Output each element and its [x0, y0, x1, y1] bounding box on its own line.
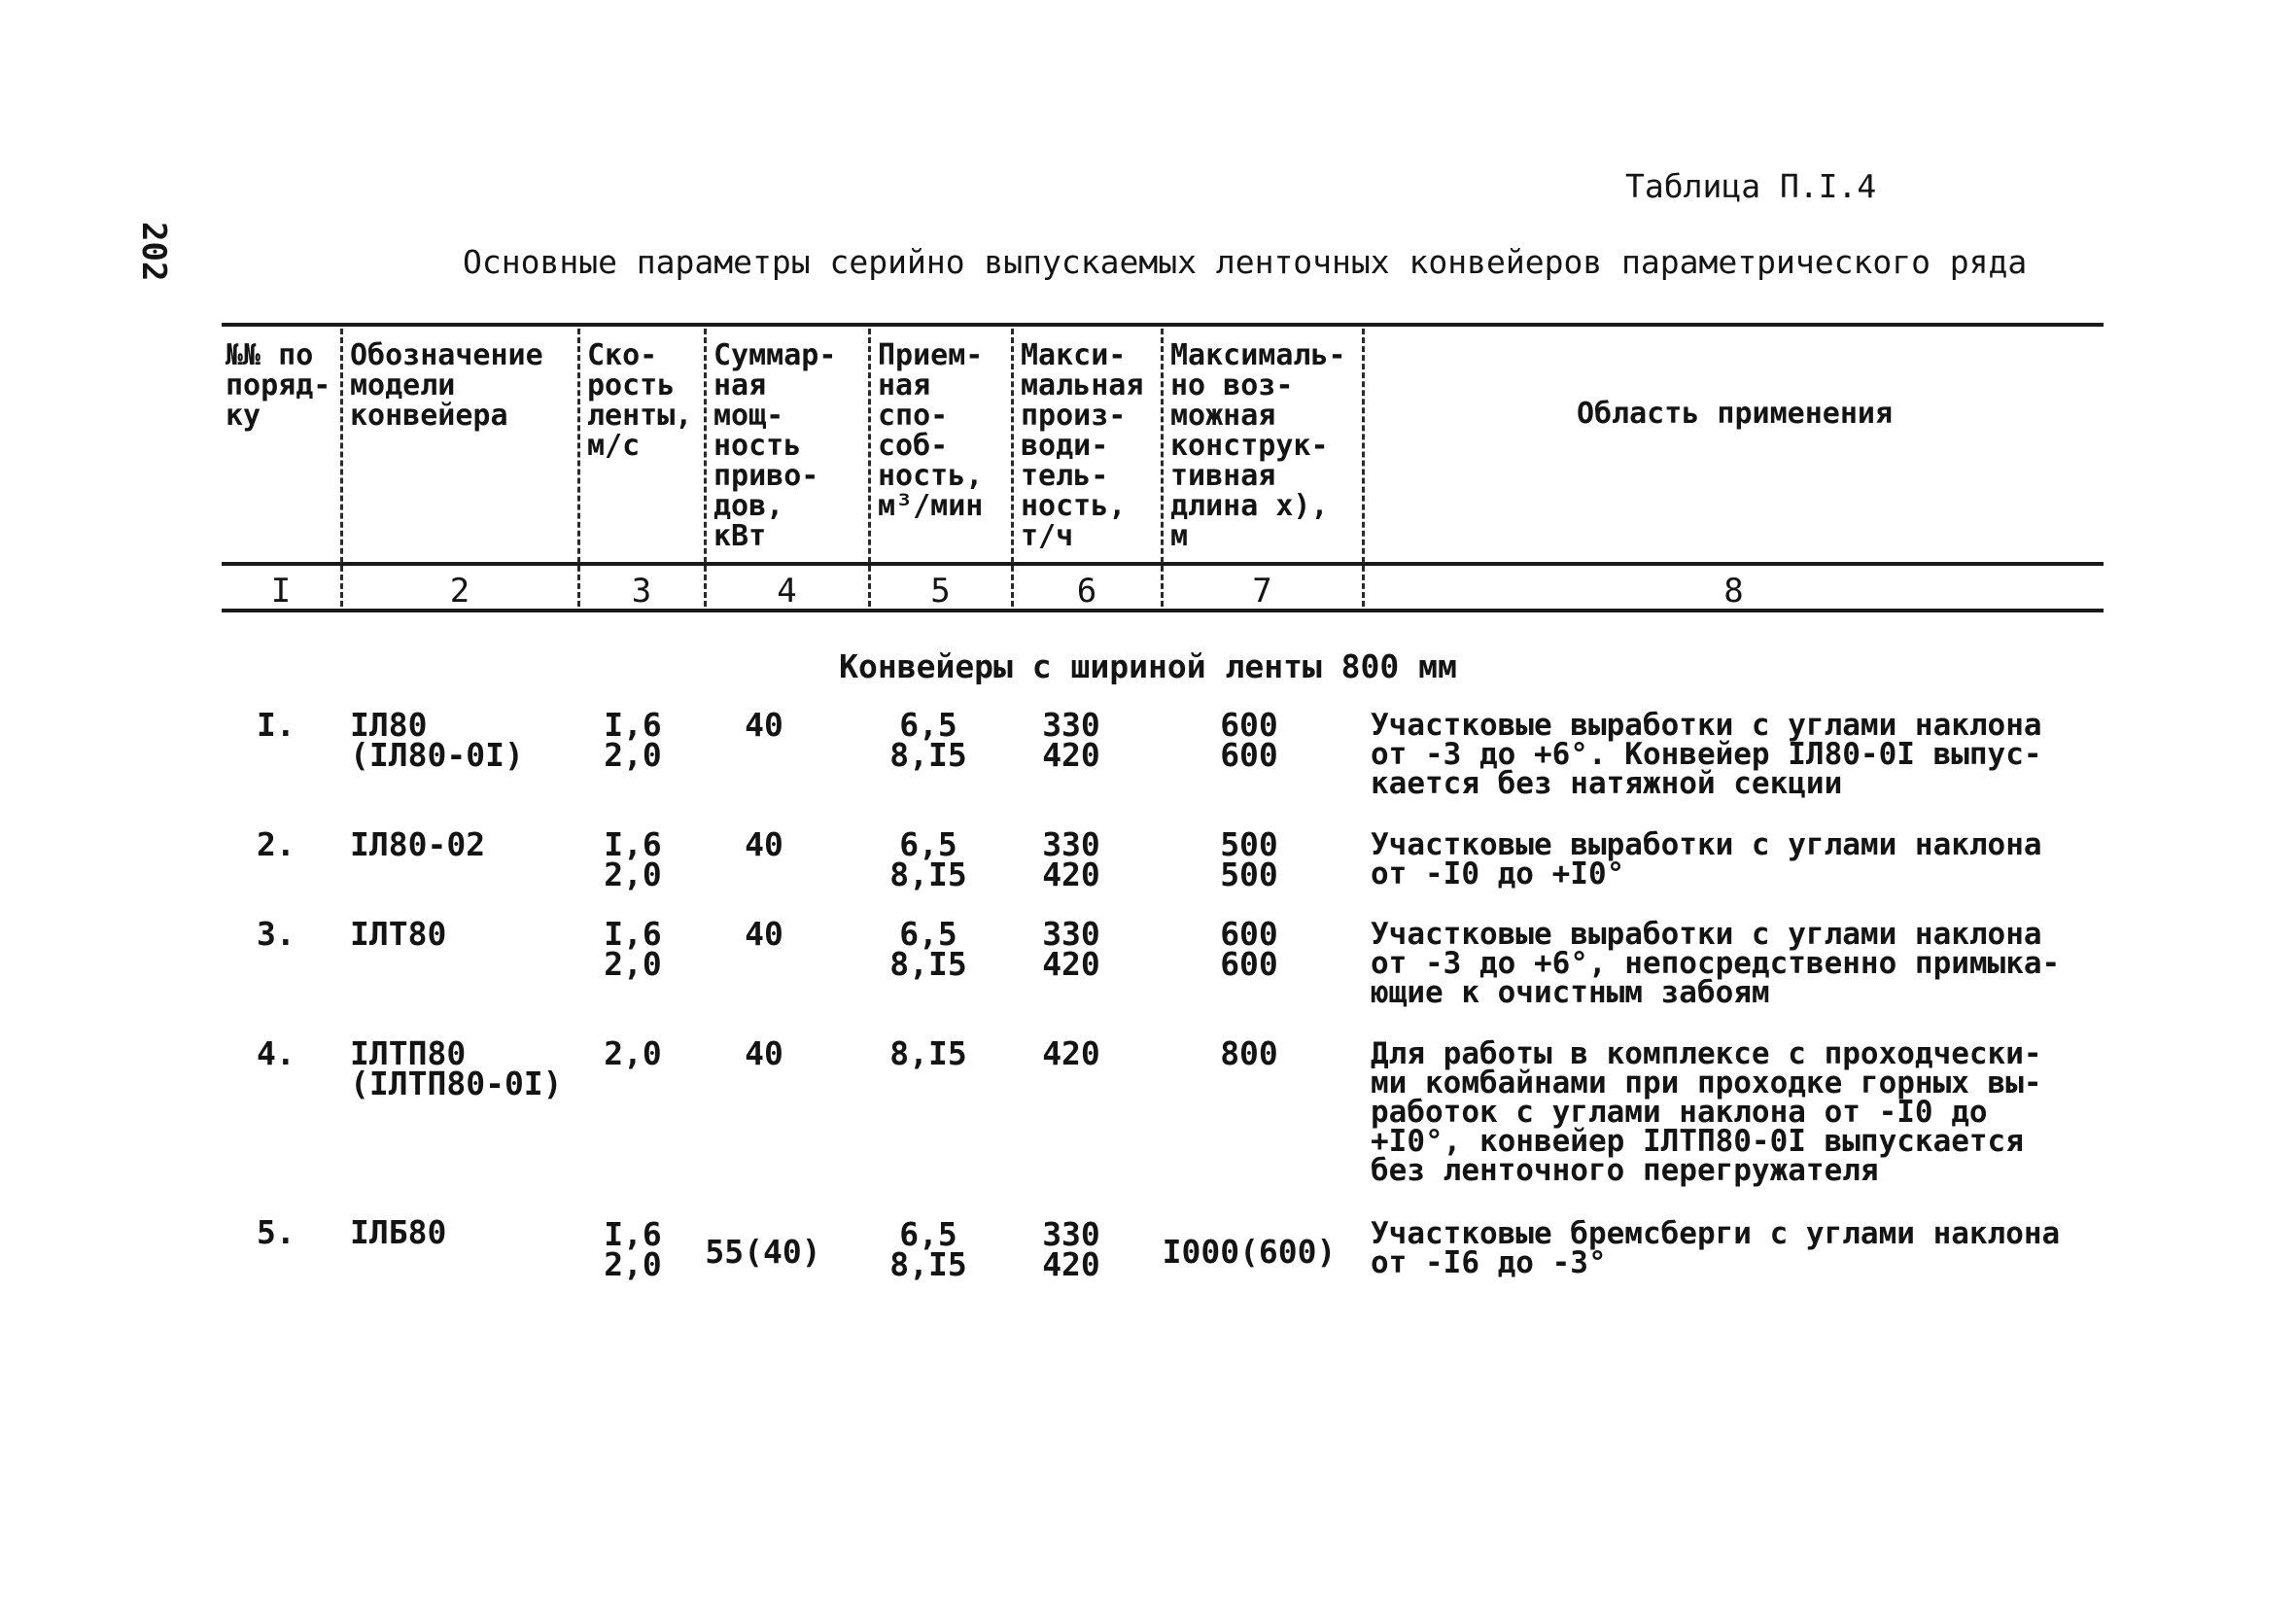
length-cell: 500 500: [1220, 825, 1278, 893]
column-separator: [1161, 329, 1164, 607]
header-cell-order-number: №№ по поряд- ку: [226, 338, 331, 433]
speed-cell: I,6 2,0: [604, 825, 662, 893]
header-cell-receiving-capacity: Прием- ная спо- соб- ность, м³/мин: [878, 338, 984, 523]
power-cell: 40: [745, 1034, 783, 1072]
column-number: 7: [1252, 572, 1272, 611]
capacity-cell: 6,5 8,I5: [889, 706, 967, 774]
header-cell-drive-power: Суммар- ная мощ- ность приво- дов, кВт: [713, 338, 837, 553]
power-cell: 40: [745, 706, 783, 744]
speed-cell: I,6 2,0: [604, 915, 662, 983]
header-cell-max-length: Максималь- но воз- можная конструк- тивная длина x), м: [1170, 338, 1346, 553]
speed-cell: I,6 2,0: [604, 1215, 662, 1283]
capacity-cell: 8,I5: [889, 1034, 967, 1072]
column-number: 8: [1723, 572, 1744, 611]
speed-cell: I,6 2,0: [604, 706, 662, 774]
table-label: Таблица П.I.4: [1625, 167, 1877, 205]
column-separator: [704, 329, 707, 607]
productivity-cell: 330 420: [1042, 1215, 1100, 1283]
application-cell: Участковые бремсберги с углами наклона от -I6 до -3°: [1371, 1216, 2061, 1280]
model-cell: IЛТ80: [350, 915, 447, 953]
column-number: 6: [1076, 572, 1097, 611]
capacity-cell: 6,5 8,I5: [889, 1215, 967, 1283]
header-cell-belt-speed: Ско- рость ленты, м/с: [587, 338, 693, 463]
column-separator: [1362, 329, 1365, 607]
header-cell-model: Обозначение модели конвейера: [350, 338, 543, 433]
model-cell: IЛ80 (IЛ80-0I): [350, 706, 524, 774]
column-separator: [340, 329, 343, 607]
length-cell: I000(600): [1162, 1233, 1337, 1271]
productivity-cell: 330 420: [1042, 825, 1100, 893]
speed-cell: 2,0: [604, 1034, 662, 1072]
row-number: 4.: [257, 1034, 296, 1072]
column-separator: [1011, 329, 1014, 607]
application-cell: Участковые выработки с углами наклона от -I0 до +I0°: [1371, 827, 2042, 891]
header-cell-application: Область применения: [1576, 397, 1894, 431]
section-title: Конвейеры с шириной ленты 800 мм: [839, 647, 1457, 685]
capacity-cell: 6,5 8,I5: [889, 915, 967, 983]
column-number: I: [270, 572, 292, 611]
table-caption: Основные параметры серийно выпускаемых ленточных конвейеров параметрического ряда: [463, 243, 2028, 281]
power-cell: 40: [745, 915, 783, 953]
length-cell: 600 600: [1220, 915, 1278, 983]
application-cell: Для работы в комплексе с проходчески- ми комбайнами при проходке горных вы- работок с углами наклона от -I0 до +I0°, конвейер IЛТП80-0I выпускается без ленточного перегружателя: [1371, 1036, 2042, 1188]
column-separator: [868, 329, 871, 607]
capacity-cell: 6,5 8,I5: [889, 825, 967, 893]
row-number: 3.: [257, 915, 296, 953]
row-number: 2.: [257, 825, 296, 863]
model-cell: IЛТП80 (IЛТП80-0I): [350, 1034, 563, 1102]
power-cell: 40: [745, 825, 783, 863]
row-number: 5.: [257, 1213, 296, 1251]
column-number: 5: [930, 572, 951, 611]
length-cell: 800: [1220, 1034, 1278, 1072]
model-cell: IЛБ80: [350, 1213, 447, 1251]
length-cell: 600 600: [1220, 706, 1278, 774]
page-number: 202: [134, 222, 173, 282]
table-top-rule: [222, 323, 2104, 327]
power-cell: 55(40): [705, 1233, 821, 1271]
productivity-cell: 330 420: [1042, 915, 1100, 983]
application-cell: Участковые выработки с углами наклона от -3 до +6°, непосредственно примыка- ющие к очистным забоям: [1371, 917, 2061, 1010]
column-number: 3: [631, 572, 652, 611]
model-cell: IЛ80-02: [350, 825, 486, 863]
application-cell: Участковые выработки с углами наклона от -3 до +6°. Конвейер IЛ80-0I выпус- кается без натяжной секции: [1371, 708, 2042, 801]
column-number: 2: [449, 572, 470, 611]
column-separator: [577, 329, 580, 607]
productivity-cell: 330 420: [1042, 706, 1100, 774]
row-number: I.: [257, 706, 296, 744]
column-number: 4: [777, 572, 797, 611]
productivity-cell: 420: [1042, 1034, 1100, 1072]
header-cell-productivity: Макси- мальная произ- води- тель- ность, т/ч: [1021, 338, 1144, 553]
